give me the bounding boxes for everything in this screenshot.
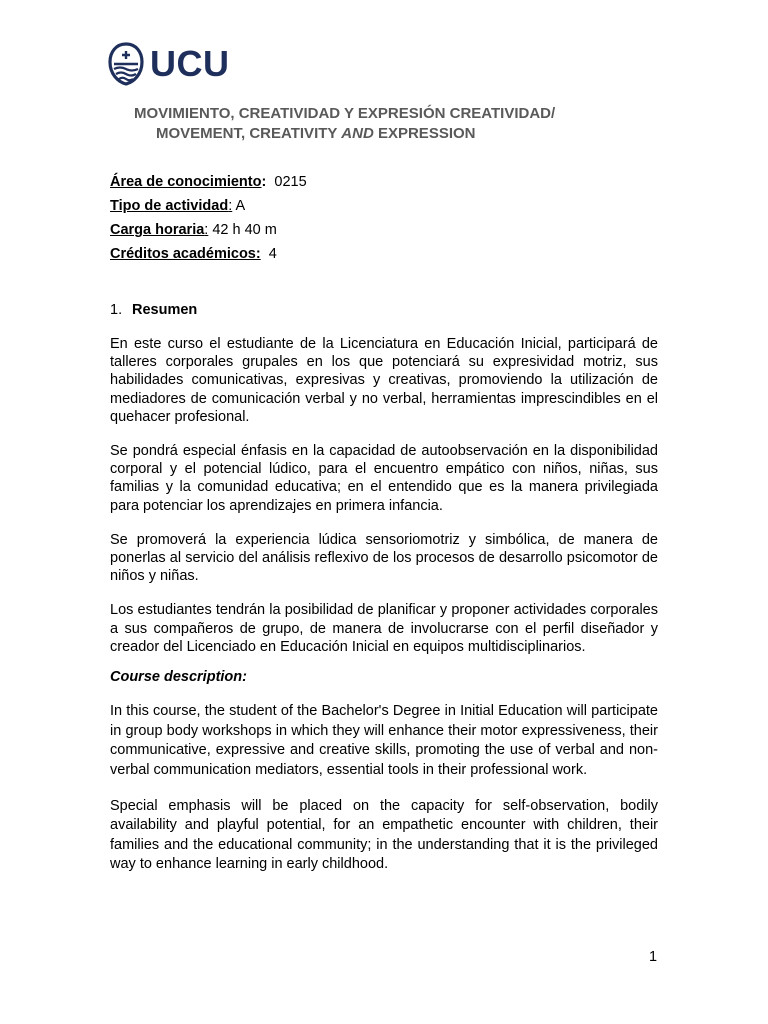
meta-label: Créditos académicos: — [110, 246, 261, 262]
meta-separator: : — [228, 198, 233, 214]
ucu-shield-icon — [108, 42, 144, 86]
english-paragraph: Special emphasis will be placed on the capacity for self-observation, bodily availability and playful potential, for an empathetic encounter with children, their families and the educational community; in the understanding that it is the privileged way to enhance learning in early childhood. — [110, 797, 658, 873]
meta-row-tipo — [110, 194, 307, 218]
meta-separator: : — [204, 222, 209, 238]
title-line-1: MOVIMIENTO, CREATIVIDAD Y EXPRESIÓN CREATIVIDAD/ — [134, 105, 556, 122]
meta-value: 42 h 40 m — [208, 222, 277, 238]
title-line-2-part-b: AND — [341, 125, 374, 142]
meta-label: Tipo de actividad — [110, 198, 229, 214]
title-line-2-part-c: EXPRESSION — [373, 125, 476, 142]
document-title — [134, 104, 694, 144]
meta-row-area — [110, 170, 307, 194]
course-metadata — [110, 170, 307, 266]
title-line-2 — [134, 124, 694, 144]
meta-value: 4 — [260, 246, 277, 262]
english-paragraph: In this course, the student of the Bachelor's Degree in Initial Education will participate in group body workshops in which they will enhance their motor expressiveness, their communicative, expressive and creative skills, promoting the use of verbal and non-verbal communication mediators, essential tools in their professional work. — [110, 703, 658, 779]
paragraph: Se pondrá especial énfasis en la capacidad de autoobservación en la disponibilidad corporal y el potencial lúdico, para el encuentro empático con niños, niñas, sus familias y la comunidad educativa; en el entendido que es la manera privilegiada para potenciar los aprendizajes en primera infancia. — [110, 443, 658, 514]
document-body — [110, 335, 658, 891]
meta-value: A — [232, 198, 246, 214]
section-number: 1. — [110, 302, 123, 318]
paragraph: Se promoverá la experiencia lúdica sensoriomotriz y simbólica, de manera de ponerlas al servicio del análisis reflexivo de los procesos de desarrollo psicomotor de niños y niñas. — [110, 531, 658, 585]
ucu-logo — [108, 42, 230, 86]
section-heading — [110, 300, 197, 320]
page-number: 1 — [649, 949, 658, 965]
paragraph: Los estudiantes tendrán la posibilidad de planificar y proponer actividades corporales a sus compañeros de grupo, de manera de involucrarse con el perfil diseñador y creador del Licenciado en Educación Inicial en equipos multidisciplinarios. — [110, 602, 658, 655]
title-line-2-part-a: MOVEMENT, CREATIVITY — [156, 125, 342, 142]
course-description-heading: Course description: — [110, 669, 247, 686]
meta-label: Área de conocimiento — [110, 174, 262, 190]
meta-row-creditos — [110, 242, 307, 266]
paragraph: En este curso el estudiante de la Licenciatura en Educación Inicial, participará de talleres corporales grupales en los que potenciará su expresividad motriz, sus habilidades comunicativas, expresivas y creativas, promoviendo la utilización de mediadores de comunicación verbal y no verbal, herramientas imprescindibles en el quehacer profesional. — [110, 336, 658, 425]
meta-row-carga — [110, 218, 307, 242]
section-title: Resumen — [132, 302, 198, 318]
logo-text: UCU — [150, 43, 230, 84]
meta-separator: : — [261, 174, 267, 190]
meta-value: 0215 — [266, 174, 307, 190]
meta-label: Carga horaria — [110, 222, 205, 238]
